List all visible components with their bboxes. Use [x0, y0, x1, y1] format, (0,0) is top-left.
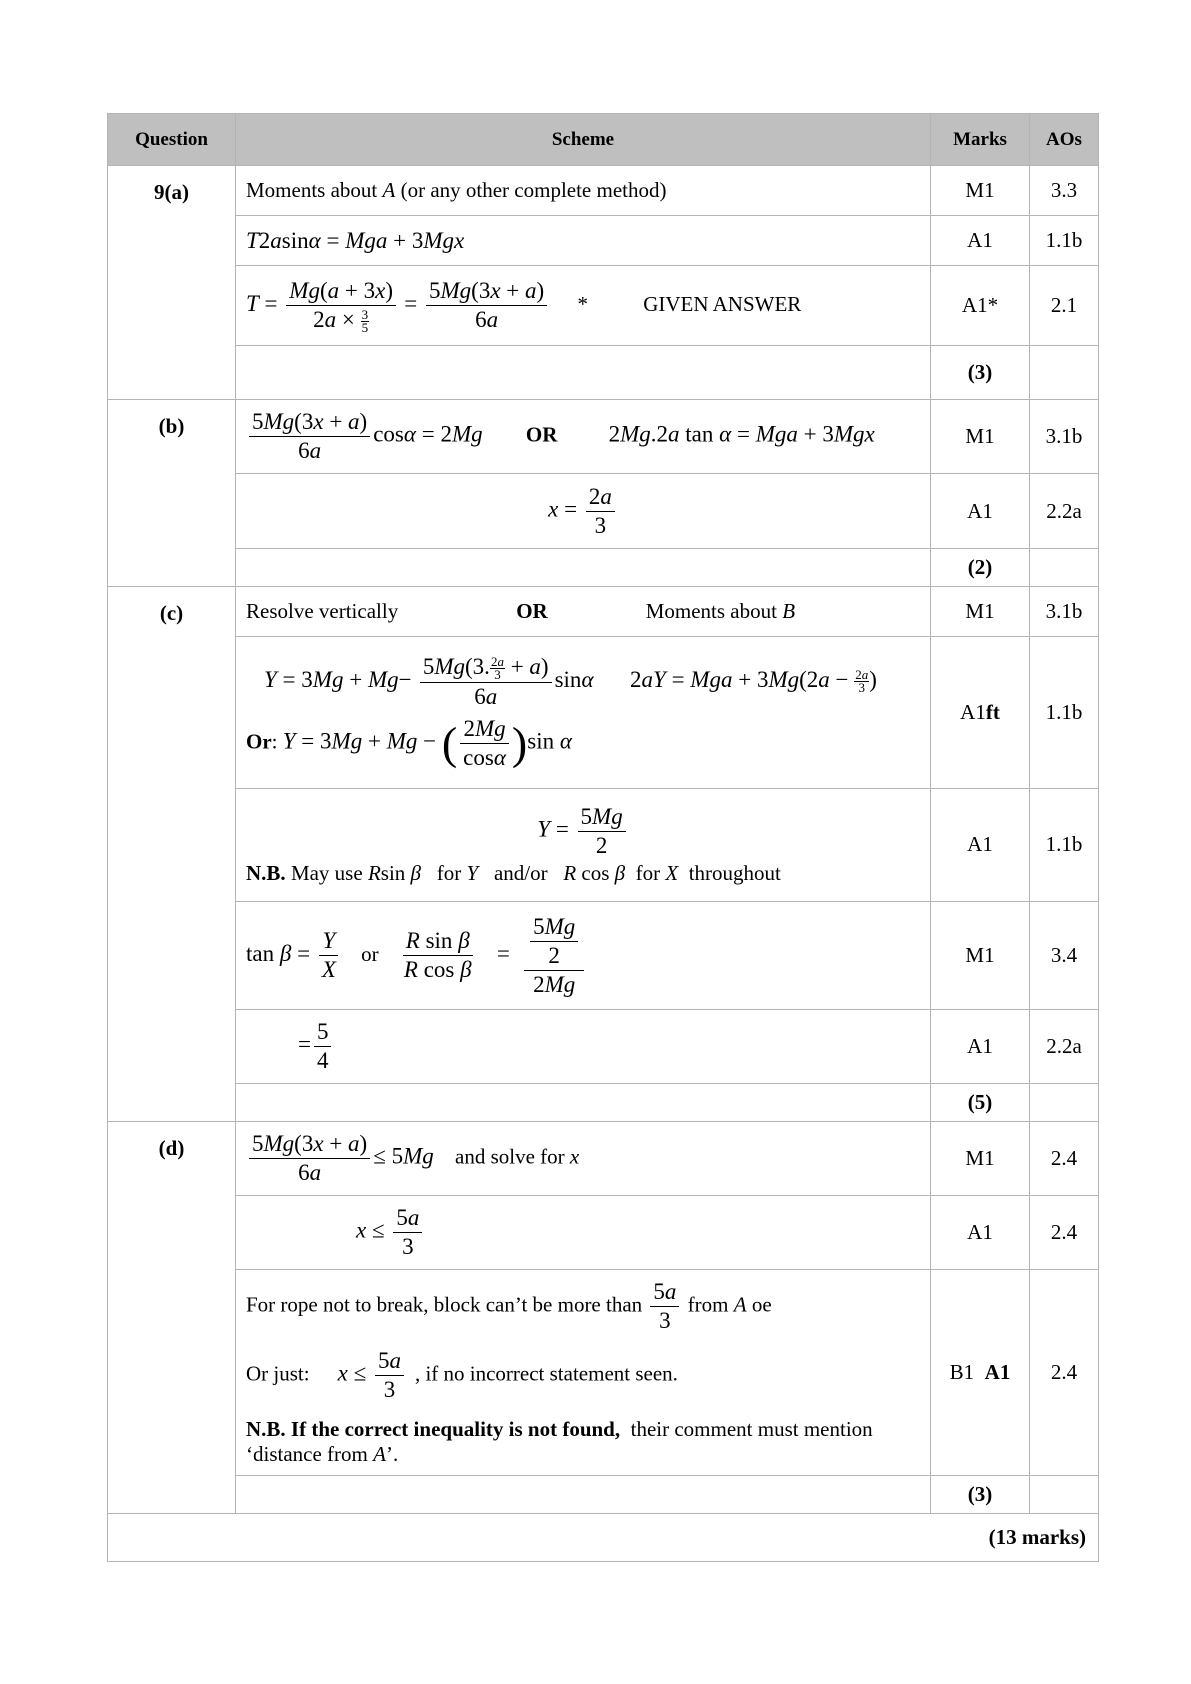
- mark-cell: A1: [931, 474, 1030, 548]
- ao-cell: 1.1b: [1030, 216, 1099, 266]
- or-label: OR: [525, 422, 558, 447]
- scheme-expression: T2asinα = Mga + 3Mgx: [236, 216, 931, 266]
- table-row: [108, 1196, 1099, 1270]
- scheme-header: Scheme: [236, 114, 931, 166]
- scheme-text: For rope not to break, block can’t be more than $\frac{5a}{3}$ from A oe Or just: x ≤ $\frac{5a}{3}$ , if no incorrect statement seen. N.B. If the correct inequality is not found, their comment must mention ‘distance from A’.: [236, 1270, 931, 1475]
- mark-scheme-table: [107, 113, 1099, 1562]
- ao-cell: 2.1: [1030, 266, 1099, 346]
- header-row: [108, 114, 1099, 166]
- mark-cell: A1: [931, 788, 1030, 901]
- scheme-expression: = $\frac{5}{4}$: [236, 1010, 931, 1084]
- or-label: or: [361, 941, 379, 966]
- question-label: (b): [108, 400, 236, 586]
- table-row: [108, 788, 1099, 901]
- scheme-expression: $\frac{5Mg(3x + a)}{6a}$ cosα = 2Mg OR 2Mg.2a tan α = Mga + 3Mgx: [236, 400, 931, 474]
- ao-cell: 1.1b: [1030, 636, 1099, 788]
- table-row: [108, 346, 1099, 400]
- scheme-expression: x = $\frac{2a}{3}$: [236, 474, 931, 548]
- subtotal: (5): [931, 1084, 1030, 1122]
- table-row: [108, 216, 1099, 266]
- asterisk: *: [577, 291, 588, 316]
- nb-bold: N.B. If the correct inequality is not found,: [246, 1416, 621, 1441]
- or-just-text: , if no incorrect statement seen.: [414, 1360, 678, 1385]
- ao-cell: 2.4: [1030, 1270, 1099, 1475]
- aos-header: AOs: [1030, 114, 1099, 166]
- scheme-text: Resolve vertically OR Moments about B: [236, 586, 931, 636]
- mark-cell: A1: [931, 216, 1030, 266]
- mark-cell: A1: [931, 1010, 1030, 1084]
- ao-cell: 2.2a: [1030, 474, 1099, 548]
- ao-cell: 3.1b: [1030, 586, 1099, 636]
- subtotal: (3): [931, 1475, 1030, 1513]
- scheme-expression: T = Mg(a + 3x) 2a × $\frac{3}{5}$ = $\frac{5Mg(3x + a)}{6a}$ * GIVEN ANSWER: [236, 266, 931, 346]
- ao-cell: 3.3: [1030, 166, 1099, 216]
- table-row: [108, 474, 1099, 548]
- question-label: (c): [108, 586, 236, 1122]
- or-just-label: Or just:: [246, 1360, 310, 1385]
- mark-cell: A1ft: [931, 636, 1030, 788]
- or-label: OR: [516, 598, 548, 623]
- mark-cell: M1: [931, 166, 1030, 216]
- scheme-expression: tan β = $\frac{Y}{X}$ or $\frac{\text{R sin β}}{\text{R cos β}}$ = $\frac{\frac{5Mg}{2}}{2Mg}$: [236, 902, 931, 1010]
- ao-cell: 3.4: [1030, 902, 1099, 1010]
- mark-cell: M1: [931, 400, 1030, 474]
- ao-cell: 1.1b: [1030, 788, 1099, 901]
- table-row: [108, 586, 1099, 636]
- subtotal: (3): [931, 346, 1030, 400]
- subtotal: (2): [931, 548, 1030, 586]
- scheme-expression: Y = 3Mg + Mg− 5Mg(3. $\frac{2a}{3}$ + a) 6a sinα 2aY = Mga + 3Mg(2a − $\frac{2a}{3}$ ) Or: Y = 3Mg + Mg − ( $\frac{2Mg}{\cos\alpha}$ )sin α: [236, 636, 931, 788]
- nb-label: N.B.: [246, 860, 286, 885]
- grand-total: (13 marks): [108, 1513, 1099, 1561]
- resolve-text: Resolve vertically: [246, 598, 399, 623]
- scheme-expression: Y = $\frac{5Mg}{2}$ N.B. May use Rsin β for Y and/or R cos β for X throughout: [236, 788, 931, 901]
- ao-cell: 2.4: [1030, 1122, 1099, 1196]
- marks-header: Marks: [931, 114, 1030, 166]
- mark-cell: A1: [931, 1196, 1030, 1270]
- grand-total-row: [108, 1513, 1099, 1561]
- table-row: [108, 1475, 1099, 1513]
- table-row: [108, 636, 1099, 788]
- mark-cell: A1*: [931, 266, 1030, 346]
- table-row: [108, 166, 1099, 216]
- scheme-expression: x ≤ $\frac{5a}{3}$: [236, 1196, 931, 1270]
- table-row: [108, 1010, 1099, 1084]
- ao-cell: 2.2a: [1030, 1010, 1099, 1084]
- table-row: [108, 266, 1099, 346]
- table-row: [108, 548, 1099, 586]
- scheme-expression: $\frac{5Mg(3x + a)}{6a}$ ≤ 5Mg and solve for x: [236, 1122, 931, 1196]
- table-row: [108, 1084, 1099, 1122]
- table-row: [108, 1122, 1099, 1196]
- mark-cell: B1 A1: [931, 1270, 1030, 1475]
- question-label: 9(a): [108, 166, 236, 400]
- table-row: [108, 1270, 1099, 1475]
- ao-cell: 3.1b: [1030, 400, 1099, 474]
- mark-cell: M1: [931, 902, 1030, 1010]
- ao-cell: 2.4: [1030, 1196, 1099, 1270]
- given-answer: GIVEN ANSWER: [643, 291, 802, 316]
- question-header: Question: [108, 114, 236, 166]
- table-row: [108, 902, 1099, 1010]
- mark-cell: M1: [931, 586, 1030, 636]
- mark-cell: M1: [931, 1122, 1030, 1196]
- question-label: (d): [108, 1122, 236, 1514]
- or-alt-label: Or: [246, 729, 272, 754]
- table-row: [108, 400, 1099, 474]
- scheme-text: Moments about A (or any other complete method): [236, 166, 931, 216]
